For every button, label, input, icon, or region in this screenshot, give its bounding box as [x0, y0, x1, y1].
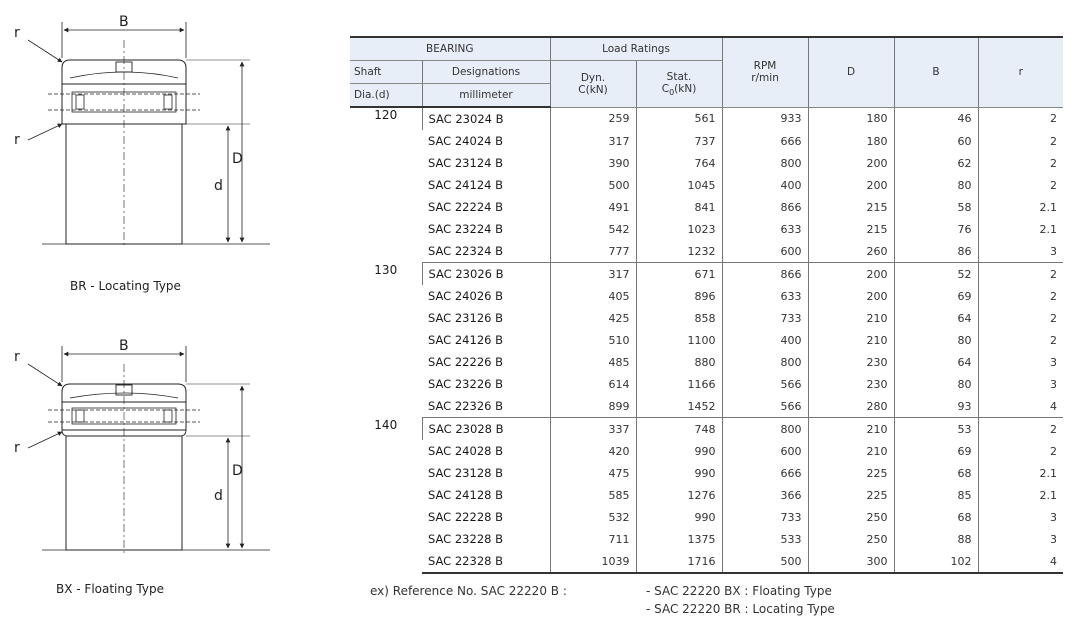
dynamic-rating-header	[550, 61, 636, 108]
shaft-diameter-cell: 120	[374, 108, 398, 122]
stat-unit	[643, 83, 716, 97]
designation-cell: SAC 24128 B	[428, 488, 503, 502]
table-row	[350, 174, 1063, 196]
dynamic-load-cell: 542	[550, 218, 636, 240]
width-cell: 88	[894, 528, 978, 550]
outer-diameter-cell: 200	[808, 285, 894, 307]
radius-cell: 4	[978, 395, 1063, 418]
outer-diameter-cell: 230	[808, 351, 894, 373]
rpm-cell: 733	[722, 506, 808, 528]
rpm-cell: 400	[722, 174, 808, 196]
shaft-header-line1: Shaft	[350, 61, 422, 84]
width-cell: 64	[894, 351, 978, 373]
floating-type-note: - SAC 22220 BX : Floating Type	[646, 584, 832, 598]
bx-floating-caption: BX - Floating Type	[56, 582, 164, 596]
outer-diameter-cell: 280	[808, 395, 894, 418]
bx-floating-drawing	[28, 346, 270, 556]
table-row	[350, 196, 1063, 218]
static-load-cell: 1232	[636, 240, 722, 263]
rpm-cell: 566	[722, 395, 808, 418]
table-row	[350, 462, 1063, 484]
stat-c: C	[661, 82, 670, 95]
radius-cell: 2	[978, 130, 1063, 152]
dynamic-load-cell: 317	[550, 263, 636, 286]
width-cell: 58	[894, 196, 978, 218]
outer-diameter-cell: 225	[808, 484, 894, 506]
table-row	[350, 307, 1063, 329]
radius-cell: 3	[978, 528, 1063, 550]
radius-cell: 2.1	[978, 196, 1063, 218]
static-load-cell: 1045	[636, 174, 722, 196]
radius-cell: 3	[978, 240, 1063, 263]
radius-cell: 3	[978, 351, 1063, 373]
designation-cell: SAC 23126 B	[428, 311, 503, 325]
br-locating-caption: BR - Locating Type	[70, 279, 181, 293]
outer-diameter-header: D	[808, 37, 894, 107]
static-load-cell: 1452	[636, 395, 722, 418]
dynamic-load-cell: 420	[550, 440, 636, 462]
radius-cell: 2	[978, 174, 1063, 196]
static-load-cell: 737	[636, 130, 722, 152]
radius-cell: 2	[978, 152, 1063, 174]
bearing-drawings	[0, 0, 340, 625]
top-r-lower-label: r	[14, 132, 20, 148]
designation-cell: SAC 23124 B	[428, 156, 503, 170]
outer-diameter-cell: 210	[808, 418, 894, 441]
rpm-cell: 666	[722, 462, 808, 484]
dynamic-load-cell: 337	[550, 418, 636, 441]
static-load-cell: 990	[636, 506, 722, 528]
outer-diameter-cell: 200	[808, 263, 894, 286]
static-load-cell: 1023	[636, 218, 722, 240]
outer-diameter-cell: 210	[808, 329, 894, 351]
dynamic-load-cell: 425	[550, 307, 636, 329]
rpm-cell: 866	[722, 263, 808, 286]
static-load-cell: 671	[636, 263, 722, 286]
static-load-cell: 841	[636, 196, 722, 218]
reference-example: ex) Reference No. SAC 22220 B :	[370, 584, 567, 598]
table-row	[350, 440, 1063, 462]
width-cell: 60	[894, 130, 978, 152]
table-row	[350, 550, 1063, 573]
static-load-cell: 764	[636, 152, 722, 174]
width-cell: 68	[894, 462, 978, 484]
static-load-cell: 880	[636, 351, 722, 373]
table-row	[350, 152, 1063, 174]
dynamic-load-cell: 711	[550, 528, 636, 550]
rpm-cell: 933	[722, 107, 808, 130]
designation-cell: SAC 23224 B	[428, 222, 503, 236]
spec-table-body	[350, 107, 1063, 573]
designation-cell: SAC 24124 B	[428, 178, 503, 192]
top-d-inner-label: d	[214, 178, 223, 194]
radius-cell: 2.1	[978, 462, 1063, 484]
outer-diameter-cell: 250	[808, 528, 894, 550]
bottom-r-lower-label: r	[14, 440, 20, 456]
radius-cell: 2	[978, 107, 1063, 130]
static-load-cell: 1100	[636, 329, 722, 351]
rpm-cell: 733	[722, 307, 808, 329]
static-load-cell: 858	[636, 307, 722, 329]
table-row	[350, 373, 1063, 395]
width-cell: 80	[894, 329, 978, 351]
outer-diameter-cell: 210	[808, 307, 894, 329]
outer-diameter-cell: 225	[808, 462, 894, 484]
dynamic-load-cell: 899	[550, 395, 636, 418]
table-row	[350, 285, 1063, 307]
radius-cell: 2	[978, 285, 1063, 307]
bearing-header: BEARING	[350, 37, 550, 61]
radius-cell: 2	[978, 307, 1063, 329]
dynamic-load-cell: 405	[550, 285, 636, 307]
table-row	[350, 418, 1063, 441]
outer-diameter-cell: 250	[808, 506, 894, 528]
width-cell: 93	[894, 395, 978, 418]
load-ratings-header: Load Ratings	[550, 37, 722, 61]
dynamic-load-cell: 475	[550, 462, 636, 484]
width-cell: 46	[894, 107, 978, 130]
radius-cell: 2.1	[978, 218, 1063, 240]
outer-diameter-cell: 230	[808, 373, 894, 395]
designation-cell: SAC 24024 B	[428, 134, 503, 148]
radius-cell: 3	[978, 506, 1063, 528]
static-load-cell: 1716	[636, 550, 722, 573]
dynamic-load-cell: 1039	[550, 550, 636, 573]
designation-cell: SAC 22328 B	[422, 550, 550, 573]
rpm-cell: 600	[722, 440, 808, 462]
dynamic-load-cell: 510	[550, 329, 636, 351]
width-cell: 85	[894, 484, 978, 506]
shaft-diameter-cell: 140	[374, 417, 398, 432]
rpm-unit: r/min	[751, 72, 779, 85]
designation-cell: SAC 24026 B	[428, 289, 503, 303]
width-cell: 64	[894, 307, 978, 329]
dyn-label: Dyn.	[580, 71, 606, 84]
outer-diameter-cell: 200	[808, 152, 894, 174]
table-row	[350, 130, 1063, 152]
outer-diameter-cell: 300	[808, 550, 894, 573]
stat-label: Stat.	[666, 70, 692, 83]
static-load-cell: 990	[636, 462, 722, 484]
rpm-label: RPM	[753, 60, 777, 73]
designation-cell: SAC 22228 B	[428, 510, 503, 524]
static-load-cell: 1375	[636, 528, 722, 550]
width-cell: 68	[894, 506, 978, 528]
table-row	[350, 484, 1063, 506]
rpm-cell: 666	[722, 130, 808, 152]
static-load-cell: 748	[636, 418, 722, 441]
rpm-cell: 633	[722, 218, 808, 240]
radius-cell: 2	[978, 440, 1063, 462]
radius-header: r	[978, 37, 1063, 107]
rpm-cell: 800	[722, 152, 808, 174]
dyn-unit: C(kN)	[578, 83, 608, 96]
rpm-cell: 500	[722, 550, 808, 573]
width-cell: 69	[894, 285, 978, 307]
outer-diameter-cell: 180	[808, 107, 894, 130]
top-r-upper-label: r	[14, 25, 20, 41]
locating-type-note: - SAC 22220 BR : Locating Type	[646, 602, 835, 616]
table-row	[350, 240, 1063, 263]
bottom-d-outer-label: D	[232, 463, 243, 479]
rpm-cell: 800	[722, 351, 808, 373]
table-row	[350, 218, 1063, 240]
outer-diameter-cell: 215	[808, 196, 894, 218]
radius-cell: 4	[978, 550, 1063, 573]
width-cell: 52	[894, 263, 978, 286]
dynamic-load-cell: 614	[550, 373, 636, 395]
static-load-cell: 1276	[636, 484, 722, 506]
br-locating-drawing	[28, 22, 270, 248]
rpm-cell: 533	[722, 528, 808, 550]
radius-cell: 2	[978, 418, 1063, 441]
designation-cell: SAC 23028 B	[422, 418, 550, 441]
table-row	[350, 263, 1063, 286]
radius-cell: 2.1	[978, 484, 1063, 506]
designation-cell: SAC 24028 B	[428, 444, 503, 458]
width-header: B	[894, 37, 978, 107]
designation-cell: SAC 23128 B	[428, 466, 503, 480]
designation-cell: SAC 23026 B	[422, 263, 550, 286]
width-cell: 76	[894, 218, 978, 240]
designation-cell: SAC 22324 B	[422, 240, 550, 263]
rpm-cell: 800	[722, 418, 808, 441]
millimeter-header: millimeter	[422, 84, 550, 108]
radius-cell: 2	[978, 329, 1063, 351]
rpm-cell: 866	[722, 196, 808, 218]
static-rating-header	[636, 61, 722, 108]
width-cell: 69	[894, 440, 978, 462]
table-row	[350, 395, 1063, 418]
width-cell: 62	[894, 152, 978, 174]
dynamic-load-cell: 259	[550, 107, 636, 130]
top-b-label: B	[119, 14, 129, 30]
rpm-header	[722, 37, 808, 107]
shaft-diameter-cell: 130	[374, 262, 398, 277]
designation-cell: SAC 22226 B	[428, 355, 503, 369]
dynamic-load-cell: 390	[550, 152, 636, 174]
rpm-cell: 600	[722, 240, 808, 263]
rpm-cell: 366	[722, 484, 808, 506]
static-load-cell: 990	[636, 440, 722, 462]
static-load-cell: 1166	[636, 373, 722, 395]
designations-header: Designations	[422, 61, 550, 84]
dynamic-load-cell: 485	[550, 351, 636, 373]
bottom-d-inner-label: d	[214, 488, 223, 504]
dynamic-load-cell: 532	[550, 506, 636, 528]
static-load-cell: 561	[636, 107, 722, 130]
designation-cell: SAC 23226 B	[428, 377, 503, 391]
bottom-b-label: B	[119, 338, 129, 354]
width-cell: 53	[894, 418, 978, 441]
table-row	[350, 107, 1063, 130]
table-row	[350, 351, 1063, 373]
width-cell: 86	[894, 240, 978, 263]
outer-diameter-cell: 215	[808, 218, 894, 240]
dynamic-load-cell: 585	[550, 484, 636, 506]
width-cell: 80	[894, 373, 978, 395]
designation-cell: SAC 23024 B	[422, 107, 550, 130]
dynamic-load-cell: 317	[550, 130, 636, 152]
rpm-cell: 566	[722, 373, 808, 395]
width-cell: 102	[894, 550, 978, 573]
outer-diameter-cell: 260	[808, 240, 894, 263]
width-cell: 80	[894, 174, 978, 196]
rpm-cell: 633	[722, 285, 808, 307]
designation-cell: SAC 22326 B	[422, 395, 550, 418]
radius-cell: 3	[978, 373, 1063, 395]
dynamic-load-cell: 777	[550, 240, 636, 263]
bottom-r-upper-label: r	[14, 349, 20, 365]
table-row	[350, 528, 1063, 550]
designation-cell: SAC 23228 B	[428, 532, 503, 546]
outer-diameter-cell: 200	[808, 174, 894, 196]
dynamic-load-cell: 500	[550, 174, 636, 196]
shaft-header-line2: Dia.(d)	[350, 84, 422, 108]
table-row	[350, 329, 1063, 351]
table-row	[350, 506, 1063, 528]
bearing-spec-table	[350, 36, 1063, 574]
top-d-outer-label: D	[232, 151, 243, 167]
outer-diameter-cell: 180	[808, 130, 894, 152]
rpm-cell: 400	[722, 329, 808, 351]
outer-diameter-cell: 210	[808, 440, 894, 462]
static-load-cell: 896	[636, 285, 722, 307]
stat-subscript: 0	[669, 87, 675, 97]
stat-kn: (kN)	[674, 82, 697, 95]
radius-cell: 2	[978, 263, 1063, 286]
designation-cell: SAC 22224 B	[428, 200, 503, 214]
dynamic-load-cell: 491	[550, 196, 636, 218]
designation-cell: SAC 24126 B	[428, 333, 503, 347]
